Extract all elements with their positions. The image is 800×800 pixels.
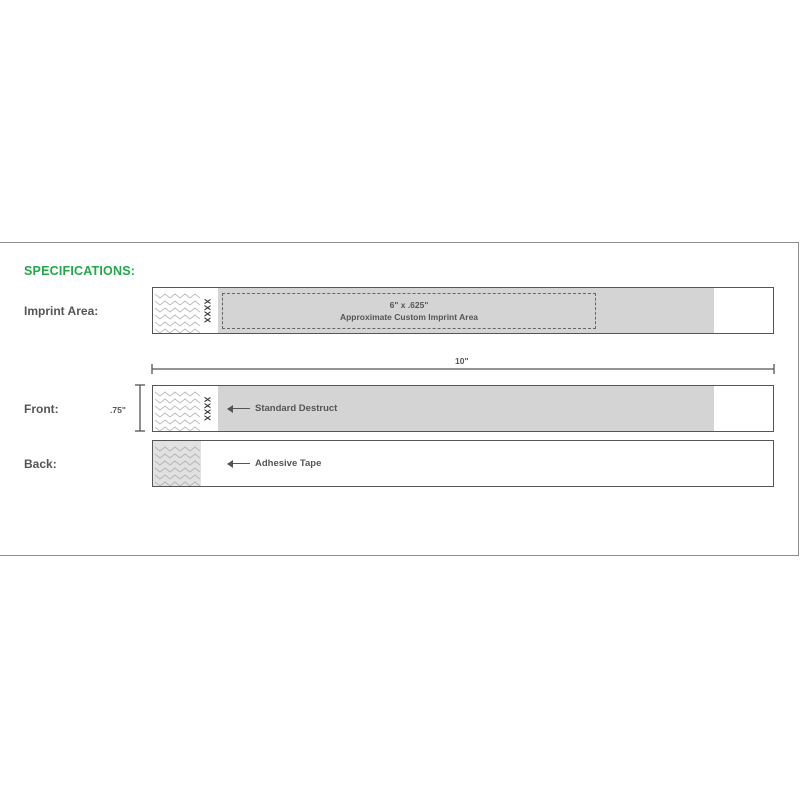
front-label: Front: xyxy=(24,402,59,416)
adhesive-tape-callout xyxy=(228,458,321,469)
imprint-area-label: Imprint Area: xyxy=(24,304,99,318)
tab-serial-text: XXXX xyxy=(202,298,212,323)
adhesive-tape-text: Adhesive Tape xyxy=(255,458,322,469)
length-dimension-label: 10" xyxy=(455,356,469,366)
height-dimension-label: .75" xyxy=(110,405,126,415)
imprint-area-band xyxy=(152,287,774,334)
standard-destruct-callout xyxy=(228,403,337,414)
imprint-size: 6" x .625" xyxy=(389,300,429,310)
tab-serial-text: XXXX xyxy=(202,396,212,421)
front-band xyxy=(152,385,774,432)
arrow-left-icon xyxy=(228,463,250,464)
height-dimension-line xyxy=(133,384,147,433)
standard-destruct-text: Standard Destruct xyxy=(255,403,338,414)
imprint-description: Approximate Custom Imprint Area xyxy=(339,312,479,322)
specifications-heading: SPECIFICATIONS: xyxy=(24,264,136,278)
arrow-left-icon xyxy=(228,408,250,409)
back-label: Back: xyxy=(24,457,57,471)
back-band xyxy=(152,440,774,487)
custom-imprint-area-box xyxy=(222,293,596,329)
adhesive-tab-pattern xyxy=(153,441,217,486)
